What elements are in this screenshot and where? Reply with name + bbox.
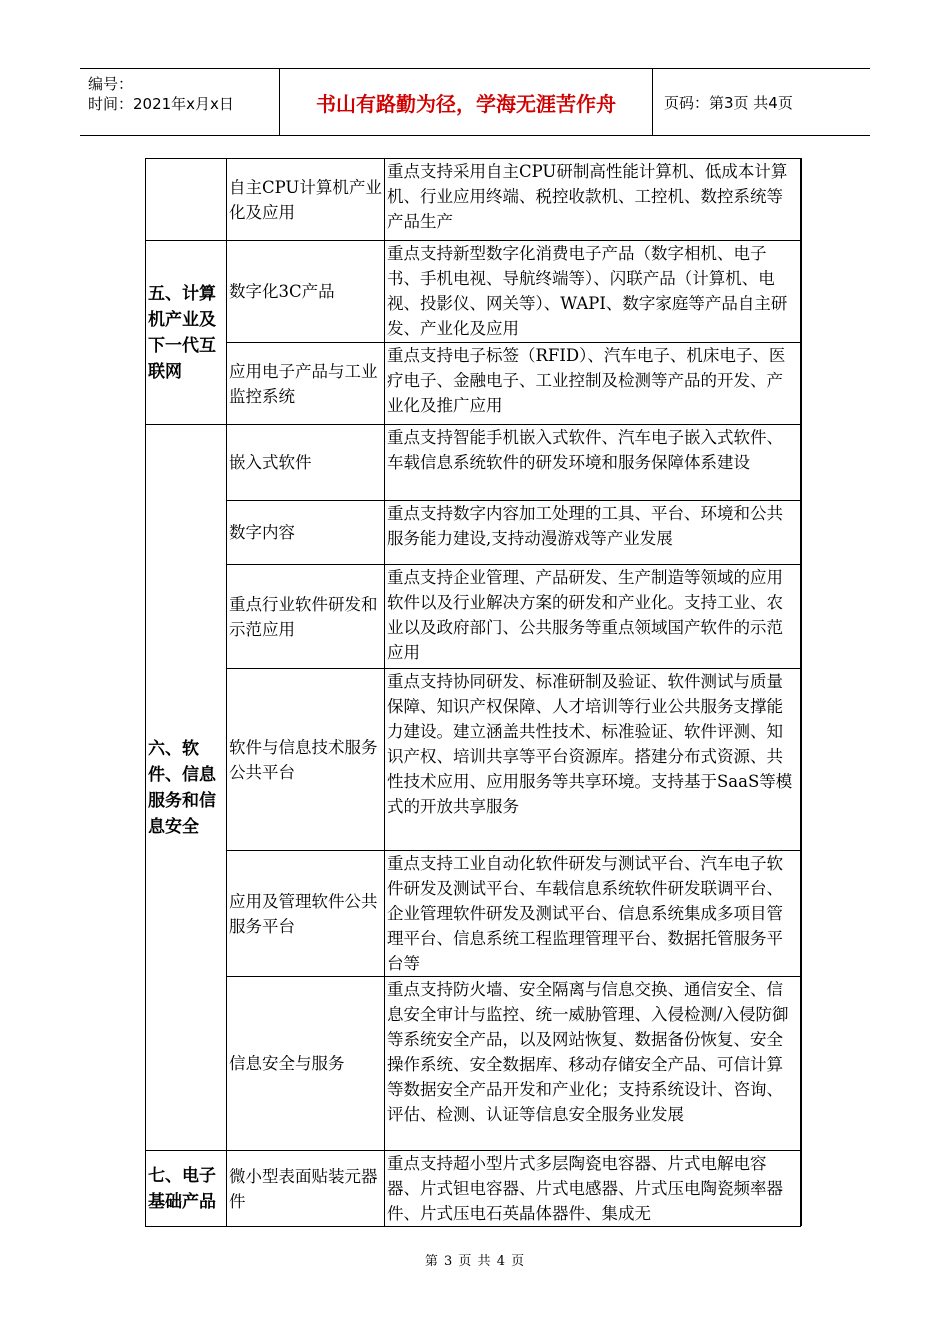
header-motto: 书山有路勤为径，学海无涯苦作舟: [280, 69, 653, 135]
table-row: [146, 159, 801, 241]
table-row: [146, 343, 801, 425]
time-label: 时间：2021年x月x日: [88, 95, 234, 113]
desc-cell: 重点支持数字内容加工处理的工具、平台、环境和公共服务能力建设,支持动漫游戏等产业发展: [385, 501, 801, 565]
category-cell: 六、软件、信息服务和信息安全: [146, 425, 227, 1151]
item-cell: 应用电子产品与工业监控系统: [227, 343, 385, 425]
table-row: [146, 669, 801, 851]
desc-cell: 重点支持防火墙、安全隔离与信息交换、通信安全、信息安全审计与监控、统一威胁管理、入侵检测/入侵防御等系统安全产品，以及网站恢复、数据备份恢复、安全操作系统、安全数据库、移动存储安全产品、可信计算等数据安全产品开发和产业化；支持系统设计、咨询、评估、检测、认证等信息安全服务业发展: [385, 977, 801, 1151]
desc-cell: 重点支持协同研发、标准研制及验证、软件测试与质量保障、知识产权保障、人才培训等行业公共服务支撑能力建设。建立涵盖共性技术、标准验证、软件评测、知识产权、培训共享等平台资源库。搭建分布式资源、共性技术应用、应用服务等共享环境。支持基于SaaS等模式的开放共享服务: [385, 669, 801, 851]
table-row: [146, 425, 801, 501]
desc-cell: 重点支持电子标签（RFID）、汽车电子、机床电子、医疗电子、金融电子、工业控制及检测等产品的开发、产业化及推广应用: [385, 343, 801, 425]
table-row: [146, 501, 801, 565]
item-cell: 数字化3C产品: [227, 241, 385, 343]
item-cell: 软件与信息技术服务公共平台: [227, 669, 385, 851]
item-cell: 微小型表面贴装元器件: [227, 1151, 385, 1227]
table-row: [146, 565, 801, 669]
item-cell: 信息安全与服务: [227, 977, 385, 1151]
page-footer: 第 3 页 共 4 页: [424, 1254, 526, 1269]
item-cell: 应用及管理软件公共服务平台: [227, 851, 385, 977]
desc-cell: 重点支持采用自主CPU研制高性能计算机、低成本计算机、行业应用终端、税控收款机、工控机、数控系统等产品生产: [385, 159, 801, 241]
doc-number-label: 编号：: [88, 75, 134, 93]
table-row: [146, 241, 801, 343]
category-cell: 五、计算机产业及下一代互联网: [146, 241, 227, 425]
table-row: [146, 977, 801, 1151]
category-cell: 七、电子基础产品: [146, 1151, 227, 1227]
table-row: [146, 851, 801, 977]
page-header: [80, 68, 870, 136]
policy-table: [145, 158, 801, 1227]
desc-cell: 重点支持工业自动化软件研发与测试平台、汽车电子软件研发及测试平台、车载信息系统软件研发联调平台、企业管理软件研发及测试平台、信息系统集成多项目管理平台、信息系统工程监理管理平台、数据托管服务平台等: [385, 851, 801, 977]
desc-cell: 重点支持新型数字化消费电子产品（数字相机、电子书、手机电视、导航终端等）、闪联产品（计算机、电视、投影仪、网关等）、WAPI、数字家庭等产品自主研发、产业化及应用: [385, 241, 801, 343]
header-page-info: 页码：第3页 共4页: [664, 93, 793, 112]
item-cell: 数字内容: [227, 501, 385, 565]
category-cell-empty: [146, 159, 227, 241]
desc-cell: 重点支持企业管理、产品研发、生产制造等领域的应用软件以及行业解决方案的研发和产业化。支持工业、农业以及政府部门、公共服务等重点领域国产软件的示范应用: [385, 565, 801, 669]
item-cell: 重点行业软件研发和示范应用: [227, 565, 385, 669]
desc-cell: 重点支持智能手机嵌入式软件、汽车电子嵌入式软件、车载信息系统软件的研发环境和服务保障体系建设: [385, 425, 801, 501]
desc-cell: 重点支持超小型片式多层陶瓷电容器、片式电解电容器、片式钽电容器、片式电感器、片式压电陶瓷频率器件、片式压电石英晶体器件、集成无: [385, 1151, 801, 1227]
item-cell: 嵌入式软件: [227, 425, 385, 501]
table-outer-border: [798, 158, 802, 1226]
item-cell: 自主CPU计算机产业化及应用: [227, 159, 385, 241]
header-meta: [80, 69, 280, 135]
table-row: [146, 1151, 801, 1227]
